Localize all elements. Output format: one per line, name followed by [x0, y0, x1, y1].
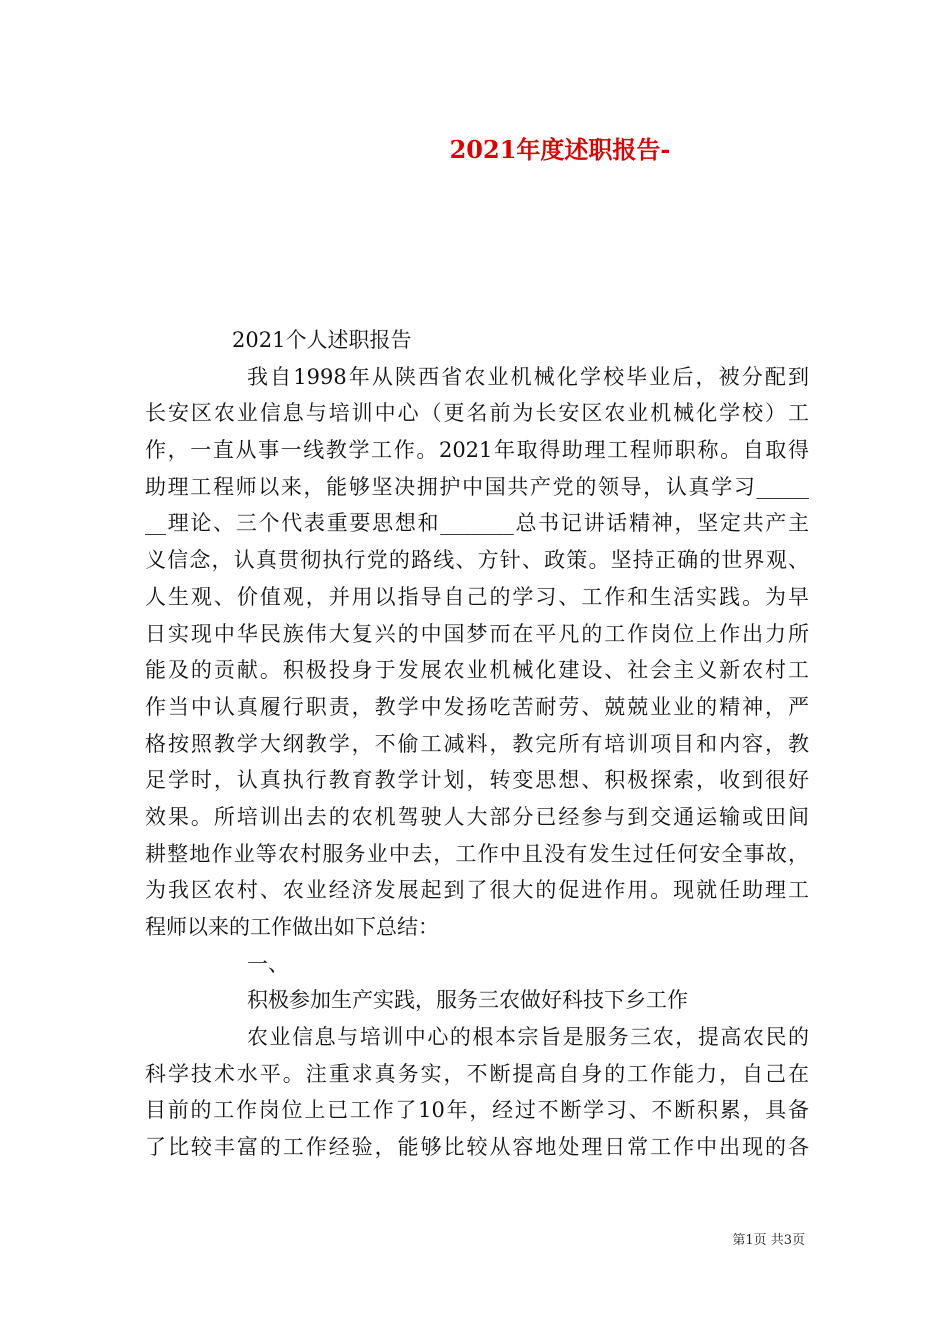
section-heading: 2021个人述职报告 — [232, 328, 412, 352]
document-title: 2021年度述职报告- — [449, 135, 671, 164]
paragraph-line: 了比较丰富的工作经验，能够比较从容地处理日常工作中出现的各 — [145, 1135, 809, 1160]
paragraph-line: __理论、三个代表重要思想和_______总书记讲话精神，坚定共产主 — [145, 511, 809, 536]
paragraph-line: 为我区农村、农业经济发展起到了很大的促进作用。现就任助理工 — [145, 878, 809, 903]
paragraph-line: 作当中认真履行职责，教学中发扬吃苦耐劳、兢兢业业的精神，严 — [145, 694, 809, 719]
paragraph-line: 农业信息与培训中心的根本宗旨是服务三农，提高农民的 — [247, 1025, 809, 1050]
paragraph-line: 程师以来的工作做出如下总结： — [145, 915, 439, 939]
paragraph-line: 足学时，认真执行教育教学计划，转变思想、积极探索，收到很好 — [145, 768, 809, 793]
paragraph-line: 日实现中华民族伟大复兴的中国梦而在平凡的工作岗位上作出力所 — [145, 621, 809, 646]
paragraph-line: 效果。所培训出去的农机驾驶人大部分已经参与到交通运输或田间 — [145, 804, 809, 829]
paragraph-line: 长安区农业信息与培训中心（更名前为长安区农业机械化学校）工 — [145, 401, 809, 426]
subsection-heading: 积极参加生产实践，服务三农做好科技下乡工作 — [247, 988, 688, 1013]
paragraph-line: 格按照教学大纲教学，不偷工减料，教完所有培训项目和内容，教 — [145, 731, 809, 756]
paragraph-line: 助理工程师以来，能够坚决拥护中国共产党的领导，认真学习_____ — [145, 474, 809, 499]
document-body — [145, 322, 809, 1166]
paragraph-line: 义信念，认真贯彻执行党的路线、方针、政策。坚持正确的世界观、 — [145, 548, 809, 573]
page-number-footer: 第1页 共3页 — [732, 1233, 805, 1248]
list-number: 一、 — [247, 951, 289, 976]
paragraph-line: 我自1998年从陕西省农业机械化学校毕业后，被分配到 — [247, 364, 809, 389]
paragraph-line: 人生观、价值观，并用以指导自己的学习、工作和生活实践。为早 — [145, 584, 809, 609]
paragraph-line: 目前的工作岗位上已工作了10年，经过不断学习、不断积累，具备 — [145, 1098, 809, 1123]
paragraph-line: 作，一直从事一线教学工作。2021年取得助理工程师职称。自取得 — [145, 438, 809, 463]
paragraph-line: 耕整地作业等农村服务业中去，工作中且没有发生过任何安全事故， — [145, 841, 809, 866]
paragraph-line: 科学技术水平。注重求真务实，不断提高自身的工作能力，自己在 — [145, 1061, 809, 1086]
paragraph-line: 能及的贡献。积极投身于发展农业机械化建设、社会主义新农村工 — [145, 658, 809, 683]
